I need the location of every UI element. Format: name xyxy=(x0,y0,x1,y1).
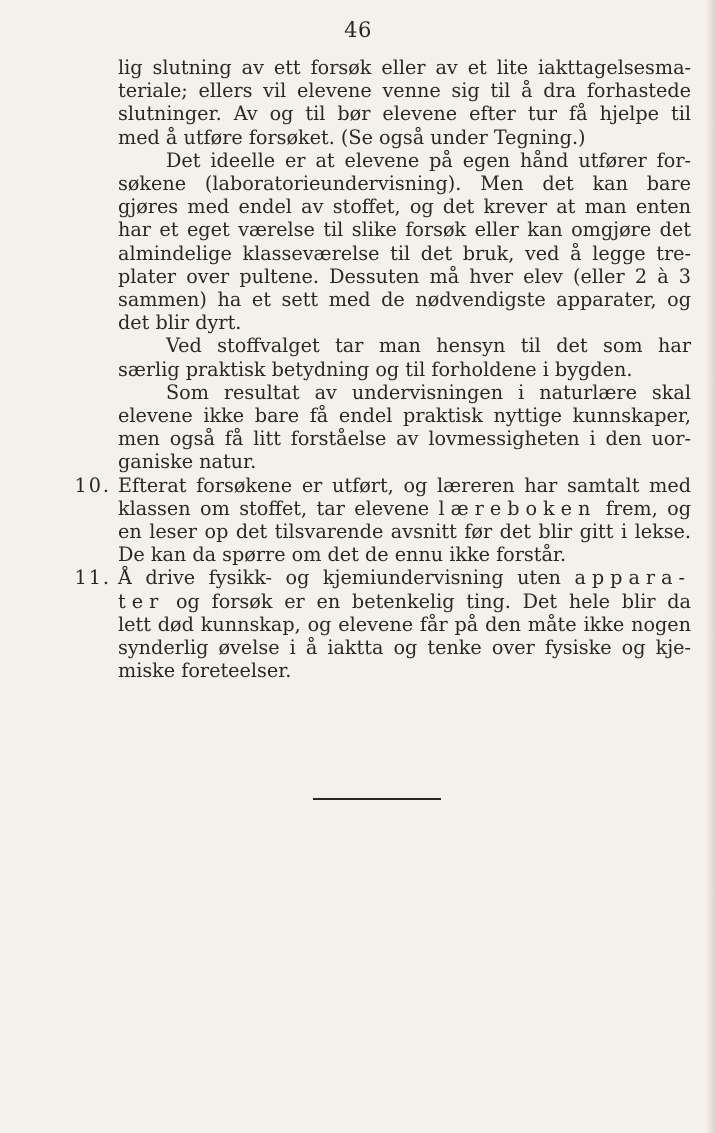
text-line: slutninger. Av og til bør elevene efter tur få hjelpe til xyxy=(118,102,691,126)
body-text xyxy=(74,56,691,683)
spaced-word-apparatus: appara- xyxy=(574,566,691,590)
text-line: ganiske natur. xyxy=(118,450,257,474)
text-line: Efterat forsøkene er utført, og læreren har samtalt med xyxy=(118,473,691,497)
text-line: gjøres med endel av stoffet, og det krever at man enten xyxy=(118,195,691,219)
paragraph-number: 10. xyxy=(74,473,111,497)
page-number: 46 xyxy=(344,18,372,42)
paragraph-material-selection xyxy=(118,334,691,380)
text-line xyxy=(118,590,691,613)
text-line: søkene (laboratorieundervisning). Men det kan bare xyxy=(118,172,691,196)
text-segment: Å drive fysikk- og kjemiundervisning uten xyxy=(118,566,575,590)
paragraph-result xyxy=(118,381,691,474)
text-line: elevene ikke bare få endel praktisk nyttige kunnskaper, xyxy=(118,404,691,428)
text-line: almindelige klasseværelse til det bruk, ved å legge tre- xyxy=(118,241,691,265)
text-line xyxy=(118,497,691,520)
text-line: med å utføre forsøket. (Se også under Tegning.) xyxy=(118,125,586,149)
paragraph-conclusion xyxy=(118,56,691,149)
text-line: lig slutning av ett forsøk eller av et lite iakttagelsesma- xyxy=(118,56,691,79)
text-line: De kan da spørre om det de ennu ikke forstår. xyxy=(118,543,567,567)
text-line: lett død kunnskap, og elevene får på den måte ikke nogen xyxy=(118,612,691,636)
page-edge xyxy=(706,0,716,1133)
text-line: men også få litt forståelse av lovmessigheten i den uor- xyxy=(118,427,691,451)
text-line: en leser op det tilsvarende avsnitt før det blir gitt i lekse. xyxy=(118,520,691,544)
text-line: det blir dyrt. xyxy=(118,311,242,335)
section-end-rule xyxy=(313,798,441,800)
text-segment: klassen om stoffet, tar elevene xyxy=(118,496,439,520)
text-line: Det ideelle er at elevene på egen hånd utfører for- xyxy=(166,148,691,172)
text-segment: frem, og xyxy=(596,496,691,520)
text-line: særlig praktisk betydning og til forholdene i bygden. xyxy=(118,357,633,381)
paragraph-number: 11. xyxy=(74,566,111,590)
text-line: teriale; ellers vil elevene venne sig til å dra forhastede xyxy=(118,79,691,103)
text-line: sammen) ha et sett med de nødvendigste apparater, og xyxy=(118,288,691,312)
text-line: synderlig øvelse i å iaktta og tenke over fysiske og kje- xyxy=(118,636,691,660)
numbered-paragraph-10 xyxy=(74,473,691,567)
numbered-paragraph-11 xyxy=(74,566,691,683)
text-segment: og forsøk er en betenkelig ting. Det hele blir da xyxy=(164,589,691,613)
text-line: har et eget værelse til slike forsøk eller kan omgjøre det xyxy=(118,218,691,242)
text-line: miske foreteelser. xyxy=(118,659,292,683)
text-line xyxy=(118,566,691,589)
paragraph-laboratory xyxy=(118,149,691,335)
spaced-word-apparatus-end: ter xyxy=(118,589,165,613)
spaced-word-textbook: læreboken xyxy=(438,496,597,520)
text-line: Ved stoffvalget tar man hensyn til det som har xyxy=(166,334,691,358)
text-line: plater over pultene. Dessuten må hver elev (eller 2 à 3 xyxy=(118,264,691,288)
text-line: Som resultat av undervisningen i naturlære skal xyxy=(166,380,691,404)
